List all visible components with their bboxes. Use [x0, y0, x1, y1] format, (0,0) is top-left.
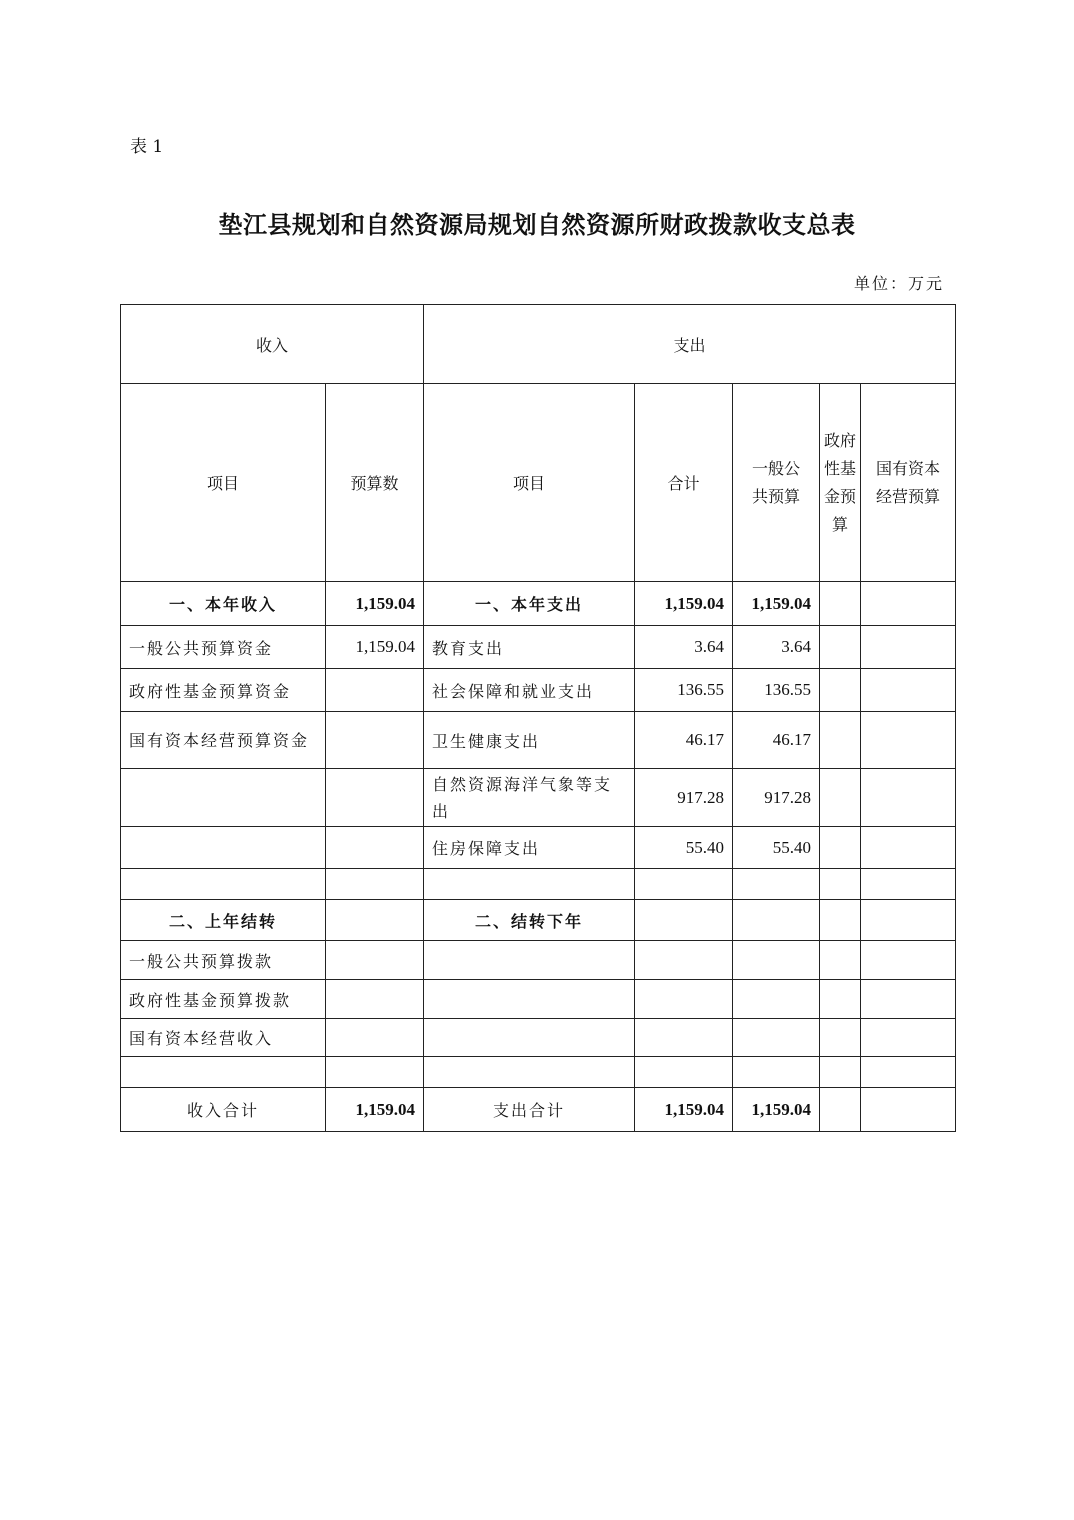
budget-value: 1,159.04	[326, 582, 424, 626]
general-value: 46.17	[733, 712, 820, 769]
budget-value	[326, 869, 424, 900]
income-item-header: 项目	[121, 384, 326, 582]
fund-value	[820, 900, 861, 941]
income-item	[121, 769, 326, 827]
general-value: 136.55	[733, 669, 820, 712]
budget-value	[326, 712, 424, 769]
general-value	[733, 1019, 820, 1057]
income-item	[121, 1057, 326, 1088]
income-total-label: 收入合计	[121, 1088, 326, 1132]
budget-value: 1,159.04	[326, 1088, 424, 1132]
fund-value	[820, 869, 861, 900]
fund-value	[820, 1019, 861, 1057]
general-value: 1,159.04	[733, 1088, 820, 1132]
header-row-columns	[121, 384, 956, 582]
fund-value	[820, 1088, 861, 1132]
capital-value	[861, 1057, 956, 1088]
expense-item: 卫生健康支出	[424, 712, 635, 769]
income-header: 收入	[121, 305, 424, 384]
capital-value	[861, 869, 956, 900]
header-row-top	[121, 305, 956, 384]
budget-value	[326, 1057, 424, 1088]
total-value: 46.17	[635, 712, 733, 769]
fund-value	[820, 669, 861, 712]
expense-item: 社会保障和就业支出	[424, 669, 635, 712]
budget-value	[326, 769, 424, 827]
total-value	[635, 1057, 733, 1088]
budget-value	[326, 941, 424, 980]
fund-value	[820, 827, 861, 869]
income-item: 国有资本经营收入	[121, 1019, 326, 1057]
table-row	[121, 712, 956, 769]
capital-value	[861, 669, 956, 712]
capital-value	[861, 900, 956, 941]
total-header: 合计	[635, 384, 733, 582]
income-item: 一般公共预算拨款	[121, 941, 326, 980]
capital-value	[861, 1019, 956, 1057]
table-row	[121, 769, 956, 827]
general-value	[733, 900, 820, 941]
income-item: 国有资本经营预算资金	[121, 712, 326, 769]
general-value	[733, 941, 820, 980]
table-row	[121, 980, 956, 1019]
expense-item-header: 项目	[424, 384, 635, 582]
gov-fund-header: 政府性基金预算	[820, 384, 861, 582]
table-row	[121, 827, 956, 869]
general-value	[733, 980, 820, 1019]
expense-item: 住房保障支出	[424, 827, 635, 869]
table-row	[121, 900, 956, 941]
capital-value	[861, 827, 956, 869]
income-item: 一般公共预算资金	[121, 626, 326, 669]
fund-value	[820, 980, 861, 1019]
table-number: 表 1	[130, 137, 164, 157]
expense-header: 支出	[424, 305, 956, 384]
income-item: 一、本年收入	[121, 582, 326, 626]
table-row	[121, 582, 956, 626]
general-value: 3.64	[733, 626, 820, 669]
total-value: 136.55	[635, 669, 733, 712]
expense-item: 一、本年支出	[424, 582, 635, 626]
total-value	[635, 900, 733, 941]
finance-table	[120, 304, 956, 1132]
capital-value	[861, 712, 956, 769]
expense-item: 二、结转下年	[424, 900, 635, 941]
total-value	[635, 941, 733, 980]
total-value	[635, 869, 733, 900]
fund-value	[820, 626, 861, 669]
expense-item	[424, 869, 635, 900]
totals-row	[121, 1088, 956, 1132]
capital-value	[861, 582, 956, 626]
income-item	[121, 869, 326, 900]
capital-value	[861, 1088, 956, 1132]
total-value: 3.64	[635, 626, 733, 669]
expense-item	[424, 980, 635, 1019]
general-value	[733, 869, 820, 900]
budget-value	[326, 980, 424, 1019]
budget-value: 1,159.04	[326, 626, 424, 669]
total-value	[635, 980, 733, 1019]
income-item	[121, 827, 326, 869]
capital-value	[861, 980, 956, 1019]
budget-header: 预算数	[326, 384, 424, 582]
capital-value	[861, 941, 956, 980]
total-value: 55.40	[635, 827, 733, 869]
expense-item: 教育支出	[424, 626, 635, 669]
general-value: 917.28	[733, 769, 820, 827]
table-row	[121, 626, 956, 669]
budget-value	[326, 669, 424, 712]
total-value: 917.28	[635, 769, 733, 827]
income-item: 二、上年结转	[121, 900, 326, 941]
fund-value	[820, 1057, 861, 1088]
budget-value	[326, 1019, 424, 1057]
fund-value	[820, 712, 861, 769]
table-row	[121, 1019, 956, 1057]
fund-value	[820, 769, 861, 827]
page-title: 垫江县规划和自然资源局规划自然资源所财政拨款收支总表	[218, 210, 856, 239]
total-value: 1,159.04	[635, 582, 733, 626]
total-value: 1,159.04	[635, 1088, 733, 1132]
expense-item	[424, 1057, 635, 1088]
state-capital-header: 国有资本经营预算	[861, 384, 956, 582]
expense-item	[424, 1019, 635, 1057]
income-item: 政府性基金预算资金	[121, 669, 326, 712]
fund-value	[820, 941, 861, 980]
budget-value	[326, 827, 424, 869]
income-item: 政府性基金预算拨款	[121, 980, 326, 1019]
general-value	[733, 1057, 820, 1088]
table-row	[121, 669, 956, 712]
table-row	[121, 869, 956, 900]
general-value: 55.40	[733, 827, 820, 869]
expense-item: 自然资源海洋气象等支出	[424, 769, 635, 827]
total-value	[635, 1019, 733, 1057]
unit-label: 单位：万元	[853, 274, 944, 293]
capital-value	[861, 769, 956, 827]
budget-value	[326, 900, 424, 941]
expense-item	[424, 941, 635, 980]
general-value: 1,159.04	[733, 582, 820, 626]
table-row	[121, 1057, 956, 1088]
fund-value	[820, 582, 861, 626]
capital-value	[861, 626, 956, 669]
expense-total-label: 支出合计	[424, 1088, 635, 1132]
general-budget-header: 一般公共预算	[733, 384, 820, 582]
table-row	[121, 941, 956, 980]
